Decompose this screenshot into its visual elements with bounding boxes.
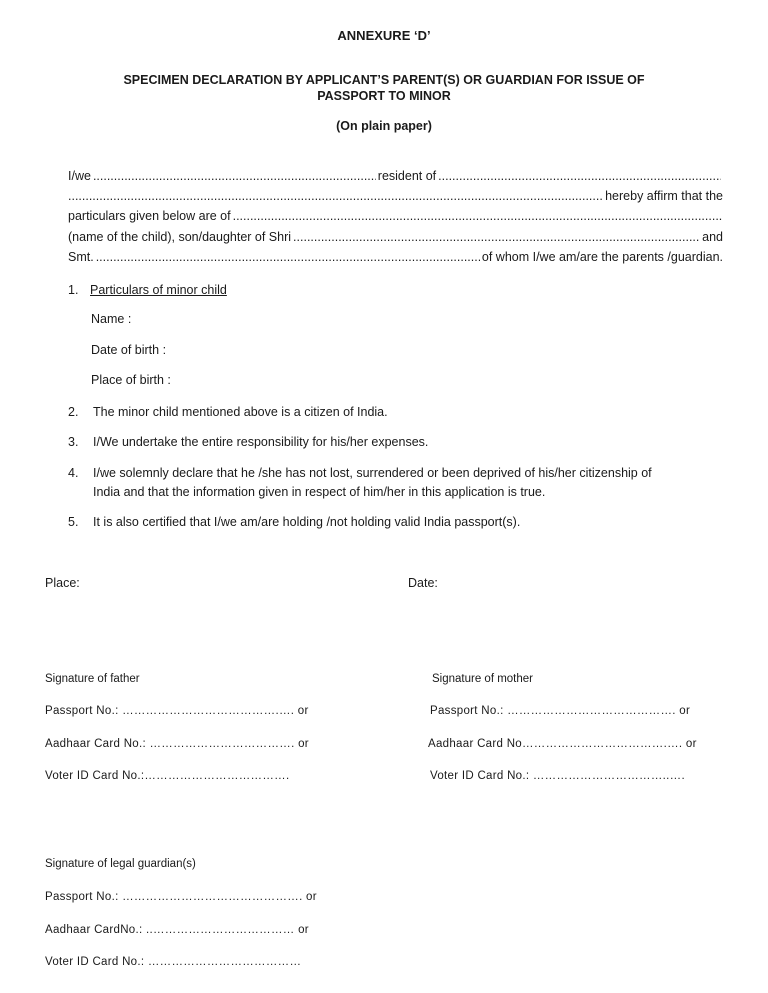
declaration-line-2 <box>68 189 723 207</box>
applicant-label: I/we <box>68 169 91 183</box>
mother-voter-id-field[interactable]: Voter ID Card No.: ……………………………..…. <box>430 770 685 782</box>
declaration-line-3 <box>68 209 723 227</box>
subtitle-line-1: SPECIMEN DECLARATION BY APPLICANT’S PARENT(S) OR GUARDIAN FOR ISSUE OF <box>123 73 645 87</box>
residence-blank[interactable] <box>438 169 721 183</box>
guardian-signature-label: Signature of legal guardian(s) <box>45 858 196 870</box>
date-label: Date: <box>408 576 438 590</box>
declaration-line-1 <box>68 169 723 187</box>
address-blank[interactable] <box>68 189 603 203</box>
father-passport-field[interactable]: Passport No.: ………………………………….…. or <box>45 705 309 717</box>
declaration-line-5 <box>68 250 723 268</box>
particulars-heading: Particulars of minor child <box>90 283 227 297</box>
applicant-name-blank[interactable] <box>93 169 376 183</box>
father-aadhaar-field[interactable]: Aadhaar Card No.: ………………………………. or <box>45 738 309 750</box>
child-pob-label: Place of birth : <box>91 373 171 387</box>
guardian-passport-field[interactable]: Passport No.: ………………………………………. or <box>45 891 317 903</box>
child-dob-label: Date of birth : <box>91 343 167 357</box>
document-note: (On plain paper) <box>336 119 432 133</box>
guardian-voter-id-field[interactable]: Voter ID Card No.: ………………………………… <box>45 956 302 968</box>
child-name-blank[interactable] <box>233 209 723 223</box>
father-signature-label: Signature of father <box>45 673 140 685</box>
affirm-label: hereby affirm that the <box>605 189 723 203</box>
mother-name-blank[interactable] <box>96 250 480 264</box>
son-daughter-label: (name of the child), son/daughter of Shri <box>68 230 292 244</box>
document-title: ANNEXURE ‘D’ <box>337 28 431 43</box>
subtitle-line-2: PASSPORT TO MINOR <box>317 89 451 103</box>
mother-signature-label: Signature of mother <box>432 673 534 685</box>
place-label: Place: <box>45 576 80 590</box>
resident-label: resident of <box>377 169 437 183</box>
smt-label: Smt. <box>68 250 94 264</box>
particulars-label: particulars given below are of <box>68 209 231 223</box>
father-name-blank[interactable] <box>293 230 700 244</box>
parents-label: of whom I/we am/are the parents /guardian. <box>481 250 723 264</box>
father-voter-id-field[interactable]: Voter ID Card No.:………………………………. <box>45 770 290 782</box>
declaration-line-4 <box>68 230 723 248</box>
document-subtitle <box>0 72 768 104</box>
mother-passport-field[interactable]: Passport No.: ……………………………………. or <box>430 705 691 717</box>
child-name-label: Name : <box>91 312 132 326</box>
mother-aadhaar-field[interactable]: Aadhaar Card No……………………………….…. or <box>428 738 697 750</box>
guardian-aadhaar-field[interactable]: Aadhaar CardNo.: ..……………………………… or <box>45 924 309 936</box>
and-label: and <box>702 230 723 244</box>
